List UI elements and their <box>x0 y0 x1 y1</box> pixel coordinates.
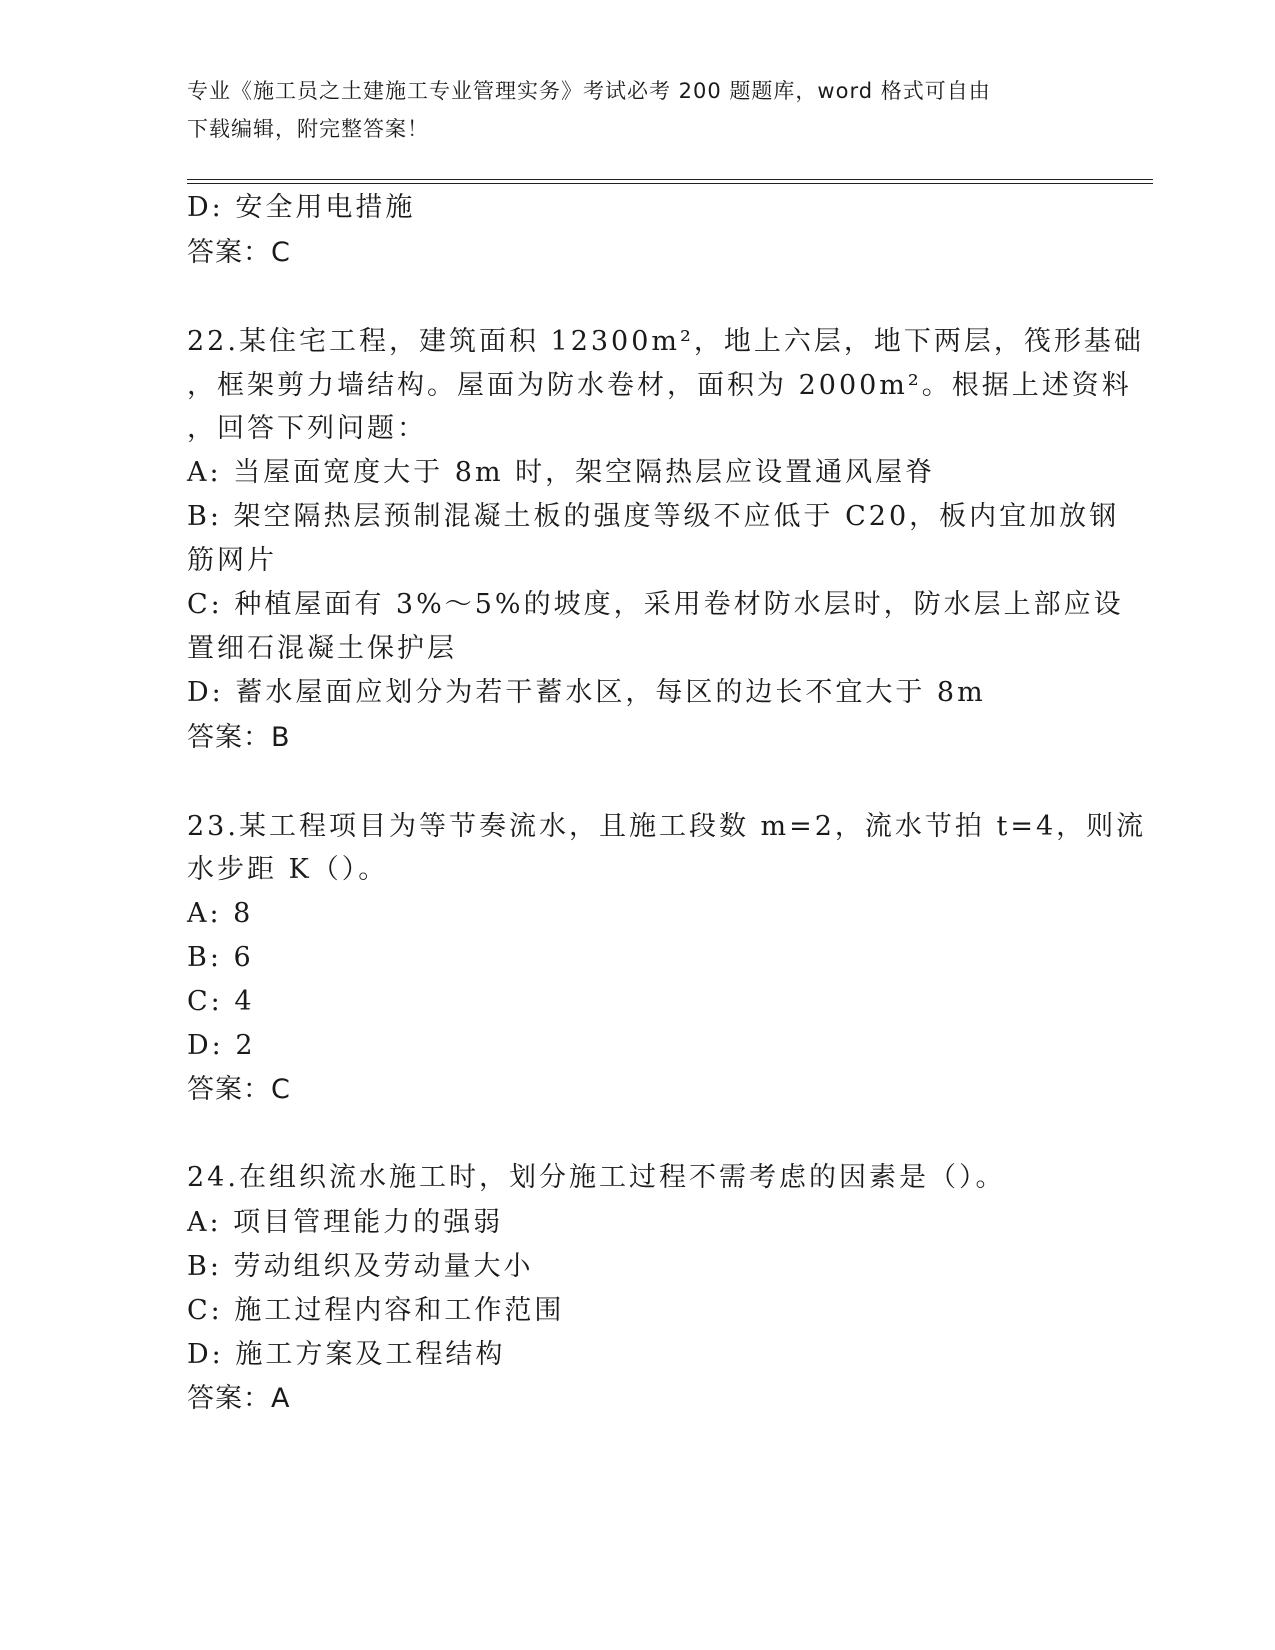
q23-answer: 答案：C <box>187 1074 291 1105</box>
header-rule-top <box>187 179 1153 180</box>
q23-option-b: B: 6 <box>187 942 254 973</box>
q24-option-d: D: 施工方案及工程结构 <box>187 1339 506 1370</box>
q22-option-a: A: 当屋面宽度大于 8m 时，架空隔热层应设置通风屋脊 <box>187 457 936 488</box>
q23-stem-line-2: 水步距 K（）。 <box>187 854 389 885</box>
q23-option-d: D: 2 <box>187 1030 256 1061</box>
q23-option-a: A: 8 <box>187 898 254 929</box>
q22-option-d: D: 蓄水屋面应划分为若干蓄水区，每区的边长不宜大于 8m <box>187 677 986 708</box>
q22-option-c-line-2: 置细石混凝土保护层 <box>187 633 457 664</box>
q22-answer: 答案：B <box>187 722 291 753</box>
q24-option-c: C: 施工过程内容和工作范围 <box>187 1295 565 1326</box>
q24-answer: 答案：A <box>187 1383 291 1414</box>
q23-stem-line-1: 23.某工程项目为等节奏流水，且施工段数 m=2，流水节拍 t=4，则流 <box>187 811 1147 842</box>
q22-option-c-line-1: C: 种植屋面有 3%～5%的坡度，采用卷材防水层时，防水层上部应设 <box>187 589 1124 620</box>
header-rule-bottom <box>187 183 1153 184</box>
document-header <box>187 72 1087 148</box>
q21-option-d: D: 安全用电措施 <box>187 192 416 223</box>
header-line-1: 专业《施工员之土建施工专业管理实务》考试必考 200 题题库，word 格式可自由 <box>187 79 991 103</box>
q22-option-b-line-2: 筋网片 <box>187 545 277 576</box>
q23-option-c: C: 4 <box>187 986 255 1017</box>
q24-option-b: B: 劳动组织及劳动量大小 <box>187 1251 534 1282</box>
q22-option-b-line-1: B: 架空隔热层预制混凝土板的强度等级不应低于 C20，板内宜加放钢 <box>187 501 1120 532</box>
q21-answer: 答案：C <box>187 237 291 268</box>
q24-stem: 24.在组织流水施工时，划分施工过程不需考虑的因素是（）。 <box>187 1162 1006 1193</box>
q22-stem-line-1: 22.某住宅工程，建筑面积 12300m²，地上六层，地下两层，筏形基础 <box>187 326 1144 357</box>
q22-stem-line-3: ，回答下列问题： <box>187 413 427 444</box>
q24-option-a: A: 项目管理能力的强弱 <box>187 1207 504 1238</box>
header-line-2: 下载编辑，附完整答案！ <box>187 117 429 141</box>
q22-stem-line-2: ，框架剪力墙结构。屋面为防水卷材，面积为 2000m²。根据上述资料 <box>187 370 1132 401</box>
